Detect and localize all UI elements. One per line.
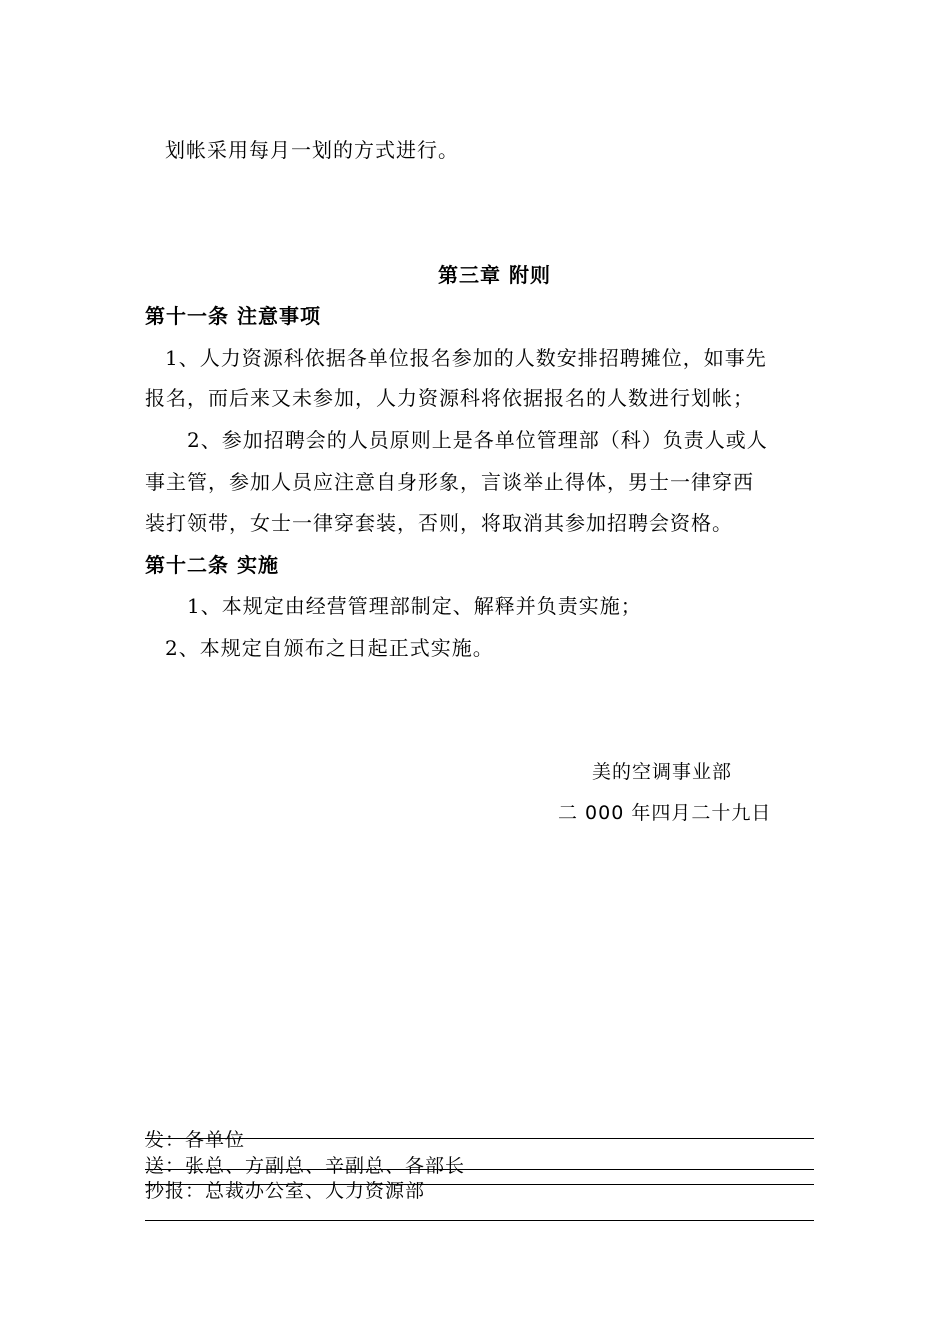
signature-date: 二 000 年四月二十九日: [558, 802, 772, 824]
article-12-title: 第十二条 实施: [145, 553, 279, 577]
distribution-copy: 抄报：总裁办公室、人力资源部: [145, 1180, 426, 1202]
article-12-item-2: 2、本规定自颁布之日起正式实施。: [165, 636, 494, 660]
article-11-item-1-line-1: 1、人力资源科依据各单位报名参加的人数安排招聘摊位，如事先: [165, 346, 767, 370]
article-12-item-1: 1、本规定由经营管理部制定、解释并负责实施；: [187, 594, 642, 618]
divider-line: [145, 1138, 814, 1139]
continuation-paragraph: 划帐采用每月一划的方式进行。: [165, 138, 459, 162]
article-11-title: 第十一条 注意事项: [145, 304, 321, 328]
divider-line: [145, 1184, 814, 1185]
article-11-item-1-line-2: 报名，而后来又未参加，人力资源科将依据报名的人数进行划帐；: [145, 386, 754, 410]
distribution-deliver: 送：张总、方副总、辛副总、各部长: [145, 1155, 466, 1177]
signature-organization: 美的空调事业部: [592, 761, 733, 783]
article-11-item-2-line-3: 装打领带，女士一律穿套装，否则，将取消其参加招聘会资格。: [145, 511, 733, 535]
article-11-item-2-line-1: 2、参加招聘会的人员原则上是各单位管理部（科）负责人或人: [187, 428, 768, 452]
article-11-item-2-line-2: 事主管，参加人员应注意自身形象，言谈举止得体，男士一律穿西: [145, 470, 754, 494]
divider-line: [145, 1220, 814, 1221]
distribution-send: 发：各单位: [145, 1129, 246, 1151]
chapter-title: 第三章 附则: [438, 263, 551, 287]
divider-line: [145, 1169, 814, 1170]
